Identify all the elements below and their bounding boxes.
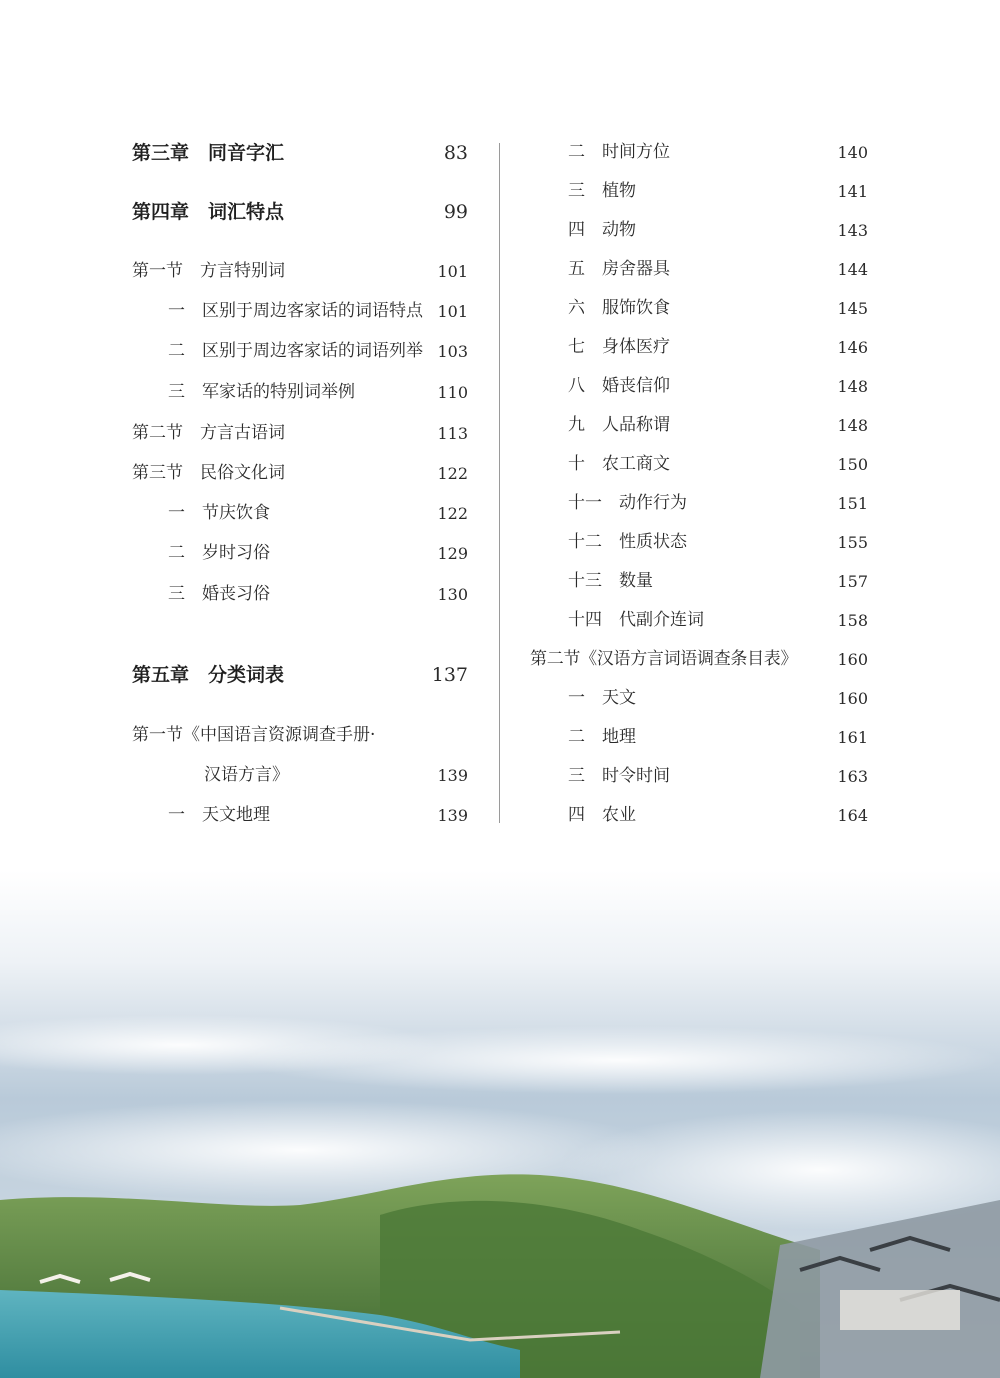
column-divider [499, 143, 500, 823]
toc-entry-page: 143 [837, 221, 868, 240]
toc-entry-label[interactable]: 二 岁时习俗 [168, 543, 270, 563]
toc-entry-page: 146 [837, 338, 868, 357]
toc-entry-label[interactable]: 二 区别于周边客家话的词语列举 [168, 341, 423, 361]
toc-entry-page: 139 [437, 766, 468, 785]
toc-entry-page: 113 [437, 424, 468, 443]
toc-entry-label[interactable]: 五 房舍器具 [568, 259, 670, 279]
toc-entry-label[interactable]: 十二 性质状态 [568, 532, 687, 552]
toc-entry-page: 148 [837, 416, 868, 435]
toc-entry-label[interactable]: 一 天文 [568, 688, 636, 708]
toc-entry-label[interactable]: 第五章 分类词表 [132, 664, 285, 686]
toc-entry-label[interactable]: 十一 动作行为 [568, 493, 687, 513]
toc-entry-label[interactable]: 六 服饰饮食 [568, 298, 670, 318]
toc-entry-page: 155 [837, 533, 868, 552]
cloud-band [240, 1026, 1000, 1094]
toc-entry-page: 99 [443, 201, 468, 223]
landscape-illustration [0, 870, 1000, 1378]
toc-entry-label[interactable]: 一 节庆饮食 [168, 503, 270, 523]
toc-entry-page: 122 [437, 464, 468, 483]
toc-entry-label[interactable]: 三 婚丧习俗 [168, 584, 270, 604]
toc-entry-page: 158 [837, 611, 868, 630]
toc-entry-label[interactable]: 一 天文地理 [168, 805, 270, 825]
toc-entry-label[interactable]: 第二节《汉语方言词语调查条目表》 [530, 649, 798, 669]
toc-entry-page: 161 [837, 728, 868, 747]
toc-entry-label[interactable]: 十三 数量 [568, 571, 653, 591]
town-walls [840, 1290, 960, 1330]
toc-entry-page: 150 [837, 455, 868, 474]
toc-entry-page: 163 [837, 767, 868, 786]
toc-entry-page: 83 [443, 142, 468, 164]
toc-entry-page: 141 [837, 182, 868, 201]
toc-entry-page: 129 [437, 544, 468, 563]
toc-entry-page: 101 [437, 302, 468, 321]
toc-entry-page: 140 [837, 143, 868, 162]
toc-entry-label[interactable]: 第一节《中国语言资源调查手册· [132, 725, 376, 745]
toc-entry-label[interactable]: 十四 代副介连词 [568, 610, 704, 630]
toc-entry-page: 101 [437, 262, 468, 281]
toc-entry-page: 122 [437, 504, 468, 523]
toc-entry-label[interactable]: 七 身体医疗 [568, 337, 670, 357]
toc-entry-label[interactable]: 三 植物 [568, 181, 636, 201]
toc-entry-label[interactable]: 十 农工商文 [568, 454, 670, 474]
toc-entry-label[interactable]: 第四章 词汇特点 [132, 201, 285, 223]
toc-entry-page: 130 [437, 585, 468, 604]
toc-entry-page: 139 [437, 806, 468, 825]
toc-entry-label[interactable]: 四 动物 [568, 220, 636, 240]
toc-entry-label[interactable]: 第三节 民俗文化词 [132, 463, 285, 483]
toc-entry-page: 110 [437, 383, 468, 402]
toc-entry-page: 160 [837, 689, 868, 708]
toc-entry-page: 144 [837, 260, 868, 279]
toc-entry-page: 157 [837, 572, 868, 591]
toc-entry-label[interactable]: 三 时令时间 [568, 766, 670, 786]
toc-entry-label[interactable]: 汉语方言》 [204, 765, 289, 785]
toc-entry-label[interactable]: 九 人品称谓 [568, 415, 670, 435]
toc-entry-page: 103 [437, 342, 468, 361]
toc-entry-label[interactable]: 二 地理 [568, 727, 636, 747]
toc-entry-page: 160 [837, 650, 868, 669]
toc-entry-label[interactable]: 二 时间方位 [568, 142, 670, 162]
toc-entry-page: 145 [837, 299, 868, 318]
toc-entry-page: 151 [837, 494, 868, 513]
toc-entry-label[interactable]: 第一节 方言特别词 [132, 261, 285, 281]
toc-entry-label[interactable]: 三 军家话的特别词举例 [168, 382, 355, 402]
toc-entry-page: 164 [837, 806, 868, 825]
toc-entry-label[interactable]: 第三章 同音字汇 [132, 142, 285, 164]
toc-entry-label[interactable]: 一 区别于周边客家话的词语特点 [168, 301, 423, 321]
toc-entry-label[interactable]: 八 婚丧信仰 [568, 376, 670, 396]
toc-entry-label[interactable]: 四 农业 [568, 805, 636, 825]
toc-entry-page: 137 [431, 664, 468, 686]
toc-entry-label[interactable]: 第二节 方言古语词 [132, 423, 285, 443]
toc-entry-page: 148 [837, 377, 868, 396]
